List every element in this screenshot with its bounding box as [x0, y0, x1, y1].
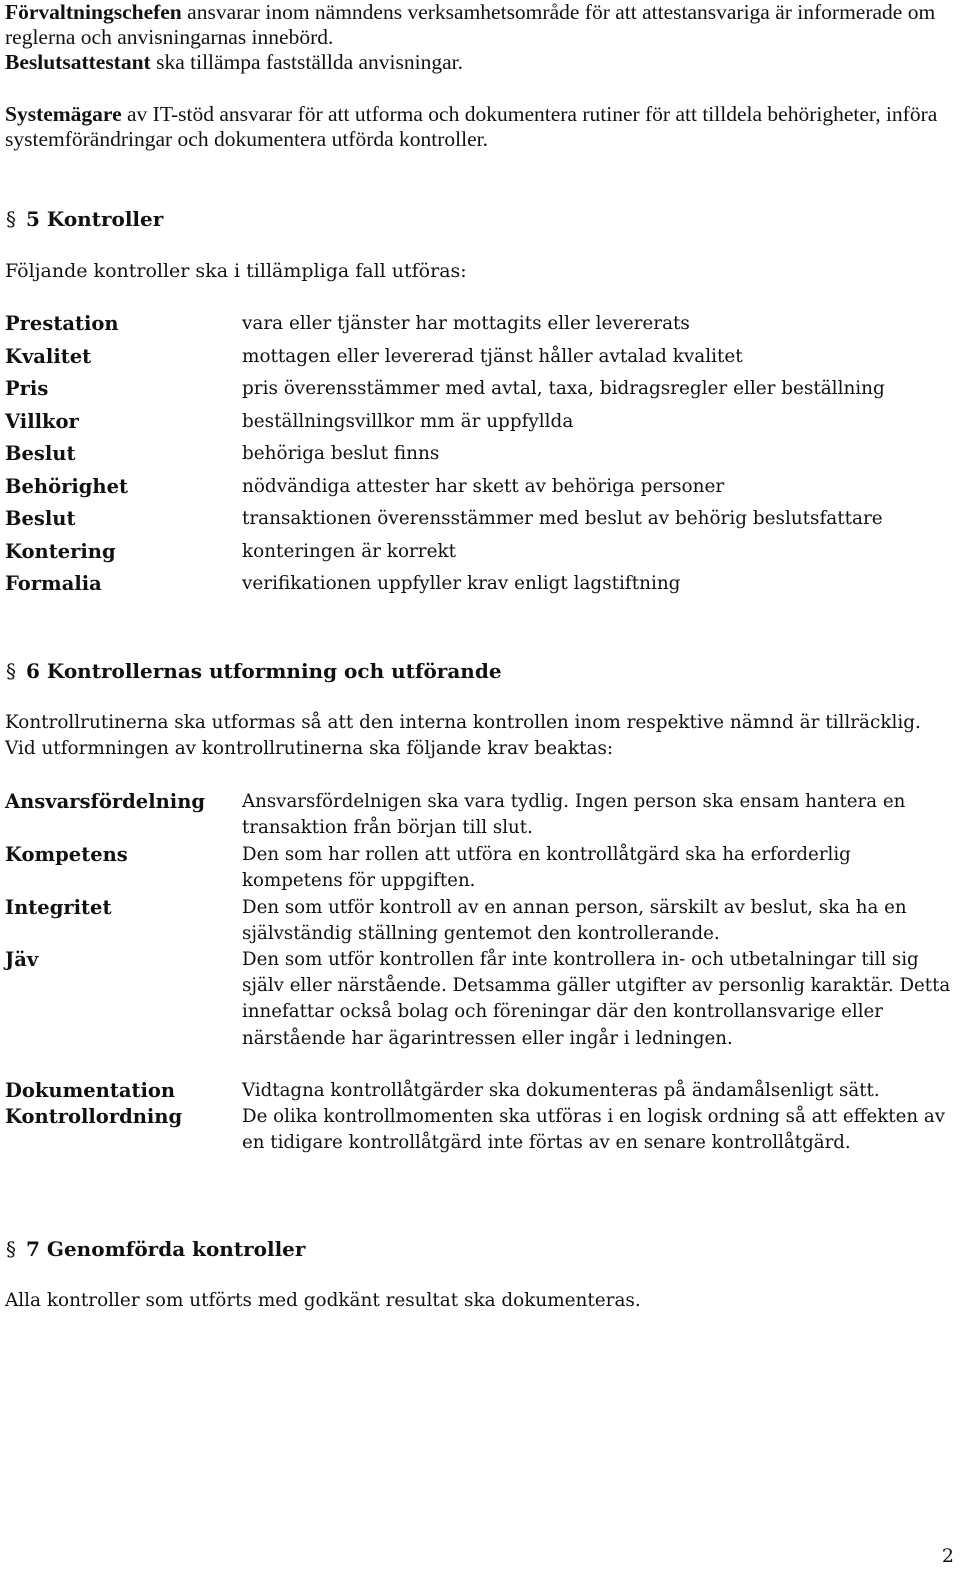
section-5-title: 5 Kontroller: [26, 207, 164, 231]
control-desc: vara eller tjänster har mottagits eller levererats: [242, 313, 690, 334]
intro-paragraph-2: [5, 50, 955, 75]
section-7-text: Alla kontroller som utförts med godkänt resultat ska dokumenteras.: [5, 1290, 641, 1311]
control-desc: verifikationen uppfyller krav enligt lagstiftning: [242, 573, 681, 594]
section-symbol: §: [6, 207, 16, 231]
section-6-heading: [6, 658, 502, 684]
control-term: Beslut: [5, 442, 76, 465]
section-5-lead: Följande kontroller ska i tillämpliga fall utföras:: [5, 260, 467, 282]
intro-paragraph-1: [5, 0, 955, 50]
section-6-title: 6 Kontrollernas utformning och utförande: [26, 659, 502, 683]
control-term: Beslut: [5, 507, 76, 530]
intro-paragraph-3: [5, 102, 955, 152]
section-symbol: §: [6, 1237, 16, 1261]
control-desc: mottagen eller levererad tjänst håller avtalad kvalitet: [242, 346, 743, 367]
control-term: Kontering: [5, 540, 116, 563]
section-6-lead: Kontrollrutinerna ska utformas så att den interna kontrollen inom respektive nämnd är tillräcklig. Vid utformningen av kontrollrutinerna ska följande krav beaktas:: [5, 712, 921, 759]
requirement-term: Kontrollordning: [5, 1105, 183, 1128]
control-desc: nödvändiga attester har skett av behöriga personer: [242, 476, 725, 497]
requirement-desc: Den som utför kontroll av en annan person, särskilt av beslut, ska ha en självständig ställning gentemot den kontrollerande.: [242, 897, 907, 945]
requirement-desc: Vidtagna kontrollåtgärder ska dokumenteras på ändamålsenligt sätt.: [242, 1080, 880, 1101]
control-term: Formalia: [5, 572, 102, 595]
control-desc: konteringen är korrekt: [242, 541, 457, 562]
section-symbol: §: [6, 659, 16, 683]
section-5-heading: [6, 206, 163, 232]
requirement-desc: Den som har rollen att utföra en kontrollåtgärd ska ha erforderlig kompetens för uppgiften.: [242, 844, 851, 892]
control-desc: pris överensstämmer med avtal, taxa, bidragsregler eller beställning: [242, 378, 885, 399]
requirement-desc: Den som utför kontrollen får inte kontrollera in- och utbetalningar till sig själv eller närstående. Detsamma gäller utgifter av personlig karaktär. Detta innefattar också bolag och föreningar där den kontrollansvarige eller närstående har ägarintressen eller ingår i ledningen.: [242, 949, 951, 1049]
role-systemagare: Systemägare: [5, 102, 122, 126]
requirement-term: Dokumentation: [5, 1079, 176, 1102]
requirement-term: Kompetens: [5, 843, 128, 866]
intro-text-1: ansvarar inom nämndens verksamhetsområde för att attestansvariga är informerade om reglerna och anvisningarnas innebörd.: [5, 0, 936, 49]
requirement-desc: Ansvarsfördelnigen ska vara tydlig. Ingen person ska ensam hantera en transaktion från början till slut.: [242, 791, 906, 839]
intro-text-3: av IT-stöd ansvarar för att utforma och dokumentera rutiner för att tilldela behörigheter, införa systemförändringar och dokumentera utförda kontroller.: [5, 102, 938, 151]
requirement-term: Jäv: [5, 948, 39, 971]
control-term: Prestation: [5, 312, 119, 335]
role-beslutsattestant: Beslutsattestant: [5, 50, 151, 74]
intro-text-2: ska tillämpa fastställda anvisningar.: [150, 50, 463, 74]
page-number: 2: [941, 1545, 954, 1567]
section-7-title: 7 Genomförda kontroller: [26, 1237, 306, 1261]
requirement-term: Ansvarsfördelning: [5, 790, 206, 813]
control-desc: behöriga beslut finns: [242, 443, 440, 464]
requirement-desc: De olika kontrollmomenten ska utföras i en logisk ordning så att effekten av en tidigare kontrollåtgärd inte förtas av en senare kontrollåtgärd.: [242, 1106, 945, 1154]
section-7-heading: [6, 1236, 305, 1262]
role-forvaltningschefen: Förvaltningschefen: [5, 0, 182, 24]
requirement-term: Integritet: [5, 896, 112, 919]
control-term: Villkor: [5, 410, 79, 433]
control-desc: beställningsvillkor mm är uppfyllda: [242, 411, 574, 432]
control-term: Behörighet: [5, 475, 128, 498]
control-term: Pris: [5, 377, 49, 400]
control-term: Kvalitet: [5, 345, 92, 368]
control-desc: transaktionen överensstämmer med beslut av behörig beslutsfattare: [242, 508, 883, 529]
